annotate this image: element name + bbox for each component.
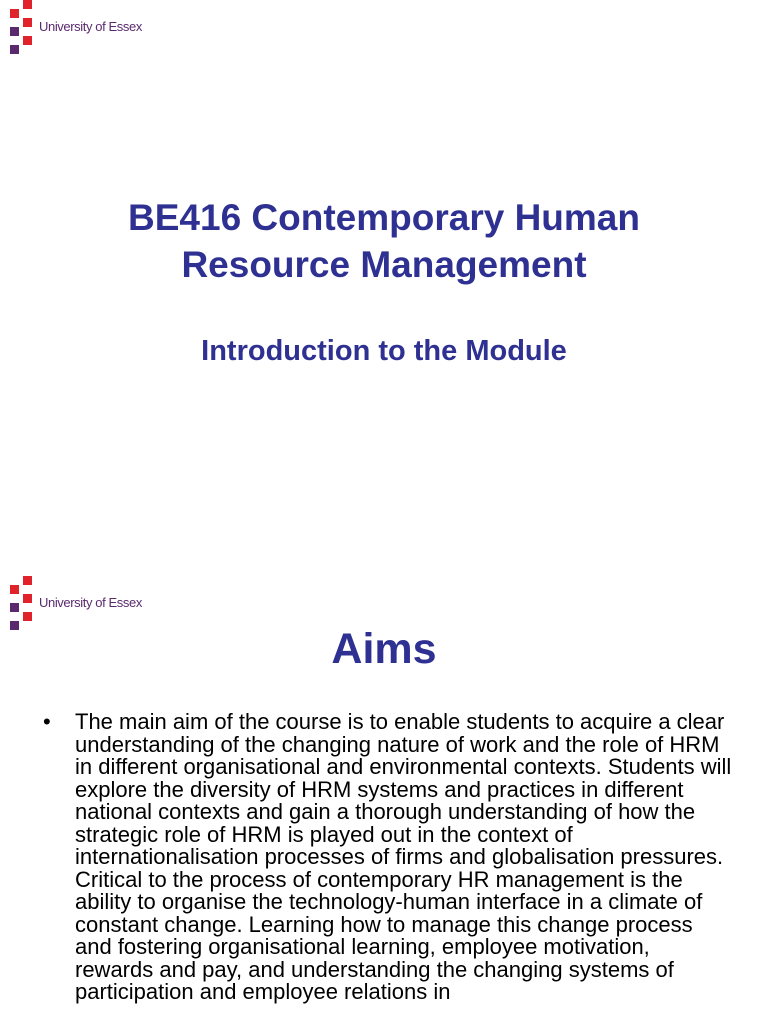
aims-heading: Aims	[331, 625, 437, 673]
university-logo	[10, 576, 210, 630]
slide-subtitle: Introduction to the Module	[201, 335, 567, 367]
logo-mark-icon	[10, 0, 32, 54]
logo-wordmark: University of Essex	[39, 595, 142, 610]
slide-aims	[0, 576, 768, 1024]
list-item	[43, 711, 733, 1004]
slide-title-heading: BE416 Contemporary Human Resource Management	[128, 197, 640, 285]
university-logo	[10, 0, 210, 54]
logo-mark-icon	[10, 576, 32, 630]
aims-bullet-list	[43, 711, 733, 1004]
bullet-text: The main aim of the course is to enable students to acquire a clear understanding of the changing nature of work and the role of HRM in different organisational and environmental contexts. Students will explore the diversity of HRM systems and practices in different national contexts and gain a thorough understanding of how the strategic role of HRM is played out in the context of internationalisation processes of firms and globalisation pressures. Critical to the process of contemporary HR management is the ability to organise the technology-human interface in a climate of constant change. Learning how to manage this change process and fostering organisational learning, employee motivation, rewards and pay, and understanding the changing systems of participation and employee relations in	[75, 709, 732, 1004]
bullet-icon: •	[43, 709, 51, 734]
logo-wordmark: University of Essex	[39, 19, 142, 34]
